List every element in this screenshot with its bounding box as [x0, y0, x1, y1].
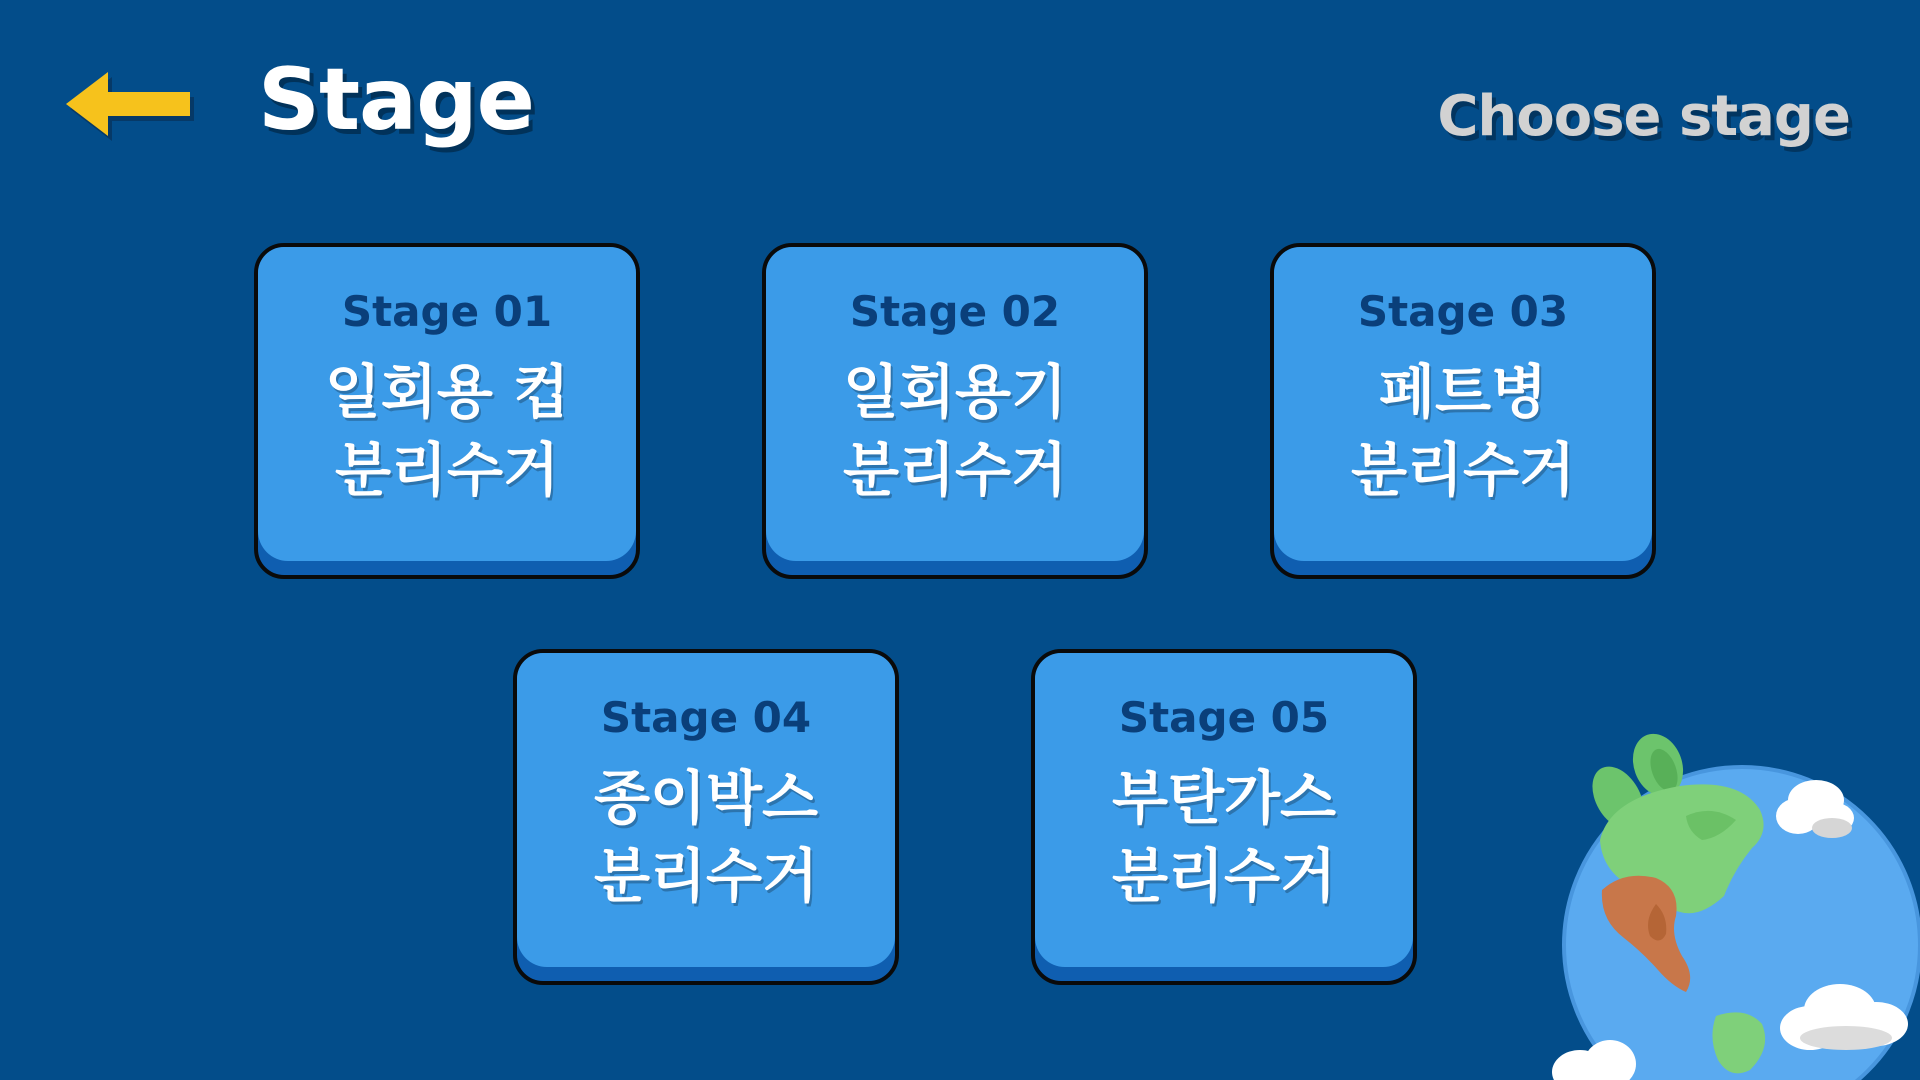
stage-name-line1: 일회용 컵: [324, 358, 570, 426]
stage-number: Stage 03: [1357, 287, 1569, 336]
stage-card-face: [258, 247, 636, 561]
stage-name: [1351, 353, 1575, 510]
earth-globe-icon: [1540, 720, 1920, 1080]
stage-03-button[interactable]: [1270, 243, 1656, 579]
stage-number: Stage 05: [1118, 693, 1330, 742]
stage-name-line1: 종이박스: [593, 764, 819, 832]
stage-05-button[interactable]: [1031, 649, 1417, 985]
stage-name-line1: 페트병: [1378, 358, 1548, 426]
stage-card-face: [517, 653, 895, 967]
stage-name-line1: 일회용기: [842, 358, 1068, 426]
stage-number: Stage 04: [600, 693, 812, 742]
page-subtitle: Choose stage: [1437, 84, 1850, 149]
stage-card-face: [1274, 247, 1652, 561]
stage-01-button[interactable]: [254, 243, 640, 579]
stage-02-button[interactable]: [762, 243, 1148, 579]
stage-name: [843, 353, 1067, 510]
stage-name-line2: 분리수거: [1111, 842, 1337, 911]
stage-name: [325, 353, 569, 510]
stage-card-face: [766, 247, 1144, 561]
arrow-left-icon: [62, 68, 202, 148]
stage-name-line2: 분리수거: [1350, 436, 1576, 505]
stage-name: [594, 759, 818, 916]
page-title: Stage: [258, 50, 534, 150]
stage-name-line2: 분리수거: [593, 842, 819, 911]
stage-name-line2: 분리수거: [842, 436, 1068, 505]
stage-number: Stage 01: [341, 287, 553, 336]
back-button[interactable]: [62, 68, 202, 148]
stage-number: Stage 02: [849, 287, 1061, 336]
stage-name-line2: 분리수거: [334, 436, 560, 505]
stage-card-face: [1035, 653, 1413, 967]
stage-04-button[interactable]: [513, 649, 899, 985]
stage-name: [1112, 759, 1336, 916]
stage-name-line1: 부탄가스: [1111, 764, 1337, 832]
earth-decoration: [1540, 720, 1920, 1080]
